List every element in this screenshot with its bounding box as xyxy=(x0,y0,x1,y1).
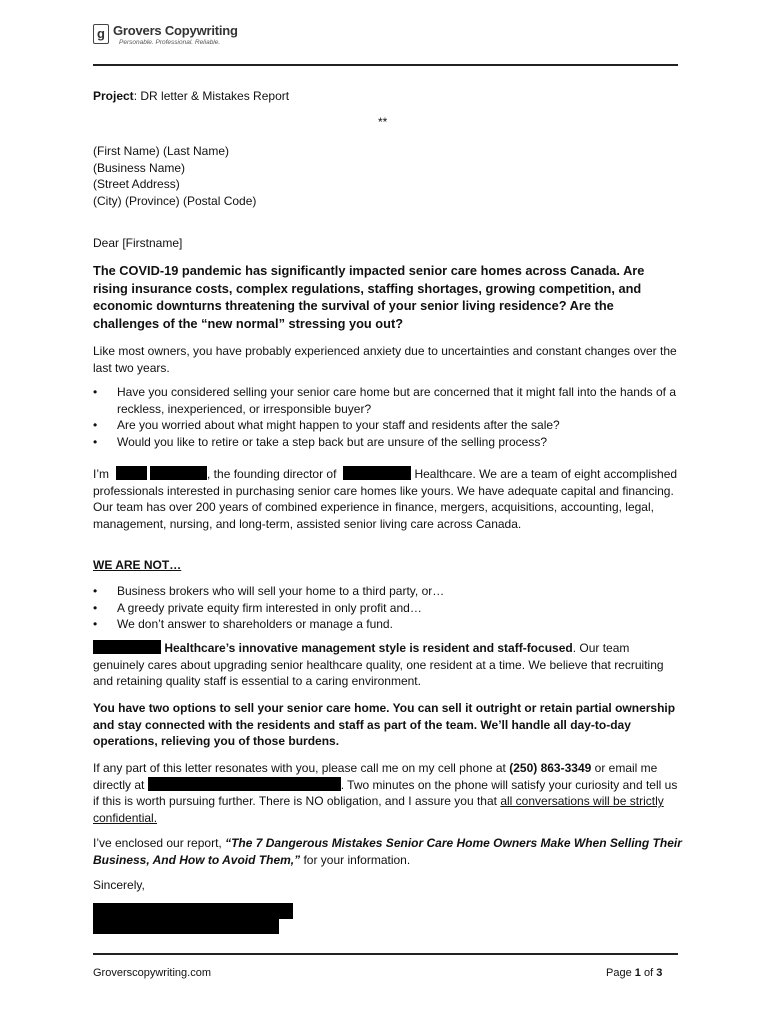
list-item: • Would you like to retire or take a step back but are unsure of the selling process? xyxy=(93,434,678,451)
project-line xyxy=(93,88,683,105)
footer-rule xyxy=(93,953,678,955)
list-item: • A greedy private equity firm interested in only profit and… xyxy=(93,600,678,617)
redacted-company xyxy=(343,466,411,480)
address-street: (Street Address) xyxy=(93,177,180,191)
management-paragraph xyxy=(93,640,683,690)
recipient-address xyxy=(93,143,683,209)
redacted-first-name xyxy=(116,466,147,480)
we-are-not-list xyxy=(93,583,678,633)
page-total: 3 xyxy=(656,967,663,979)
list-item: • Are you worried about what might happen to your staff and residents after the sale? xyxy=(93,417,678,434)
management-bold: Healthcare’s innovative management style is resident and staff-focused xyxy=(164,641,573,655)
contact-email-lead: or email me directly at xyxy=(93,761,658,792)
confidential-note: all conversations will be strictly confidential. xyxy=(93,794,664,825)
redacted-last-name xyxy=(150,466,207,480)
intro-im: I’m xyxy=(93,467,109,481)
options-paragraph: You have two options to sell your senior care home. You can sell it outright or retain partial ownership and stay connected with the residents and staff as part of the team. We’ll handle all day-to-day operations, relieving you of those burdens. xyxy=(93,701,676,748)
address-city: (City) (Province) (Postal Code) xyxy=(93,193,257,208)
headline: The COVID-19 pandemic has significantly impacted senior care homes across Canada. Are rising insurance costs, complex regulations, staffing shortages, growing competition, and economic downturns threatening the survival of your senior living residence? Are the challenges of the “new normal” stressing you out? xyxy=(93,263,645,331)
page-indicator xyxy=(606,967,662,979)
opening-paragraph: Like most owners, you have probably experienced anxiety due to uncertainties and constant changes over the last two years. xyxy=(93,344,677,375)
brand-tagline: Personable. Professional. Reliable. xyxy=(119,39,221,46)
page-of: of xyxy=(643,967,654,979)
intro-role: , the founding director of xyxy=(207,467,337,481)
phone-number[interactable]: (250) 863-3349 xyxy=(509,761,592,775)
redacted-signature-title xyxy=(93,919,279,934)
salutation: Dear [Firstname] xyxy=(93,236,183,250)
redacted-company xyxy=(93,640,161,654)
separator: ** xyxy=(378,115,388,129)
redacted-email xyxy=(148,777,341,791)
management-body: . Our team genuinely cares about upgrading senior healthcare quality, one resident at a time. We believe that recruiting and retaining quality staff is essential to a caring environment. xyxy=(93,641,664,688)
project-label: Project xyxy=(93,89,134,103)
intro-paragraph xyxy=(93,466,683,532)
intro-body: Healthcare. We are a team of eight accomplished professionals interested in purchasing senior care homes like yours. We have adequate capital and financing. Our team has over 200 years of combined experience in finance, mergers, acquisitions, accounting, legal, management, nursing, and long-term, assisted senior living care across Canada. xyxy=(93,467,678,531)
list-item: • Have you considered selling your senior care home but are concerned that it might fall into the hands of a reckless, inexperienced, or irresponsible buyer? xyxy=(93,384,678,417)
list-item: • We don’t answer to shareholders or manage a fund. xyxy=(93,616,678,633)
page-current: 1 xyxy=(634,967,641,979)
report-lead: I’ve enclosed our report, xyxy=(93,836,222,850)
report-paragraph xyxy=(93,835,683,868)
address-business: (Business Name) xyxy=(93,160,186,175)
header-rule xyxy=(93,64,678,66)
contact-intro: If any part of this letter resonates with you, please call me on my cell phone at xyxy=(93,761,506,775)
we-are-not-heading: WE ARE NOT… xyxy=(93,558,182,572)
brand-logo xyxy=(93,24,238,47)
contact-body: . Two minutes on the phone will satisfy your curiosity and tell us if this is worth pursuing further. There is NO obligation, and I assure you that xyxy=(93,777,678,808)
closing: Sincerely, xyxy=(93,878,145,892)
footer-website[interactable]: Groverscopywriting.com xyxy=(93,967,211,979)
address-name: (First Name) (Last Name) xyxy=(93,144,230,158)
brand-name: Grovers Copywriting xyxy=(113,23,238,38)
report-title: “The 7 Dangerous Mistakes Senior Care Home Owners Make When Selling Their Business, And How to Avoid Them,” xyxy=(93,836,682,867)
contact-paragraph xyxy=(93,760,683,826)
question-list xyxy=(93,384,678,450)
project-value: : DR letter & Mistakes Report xyxy=(133,89,290,103)
page-label: Page xyxy=(606,967,632,979)
logo-icon: g xyxy=(93,24,109,44)
list-item: • Business brokers who will sell your home to a third party, or… xyxy=(93,583,678,600)
report-tail: for your information. xyxy=(303,852,411,867)
redacted-signature xyxy=(93,903,293,919)
